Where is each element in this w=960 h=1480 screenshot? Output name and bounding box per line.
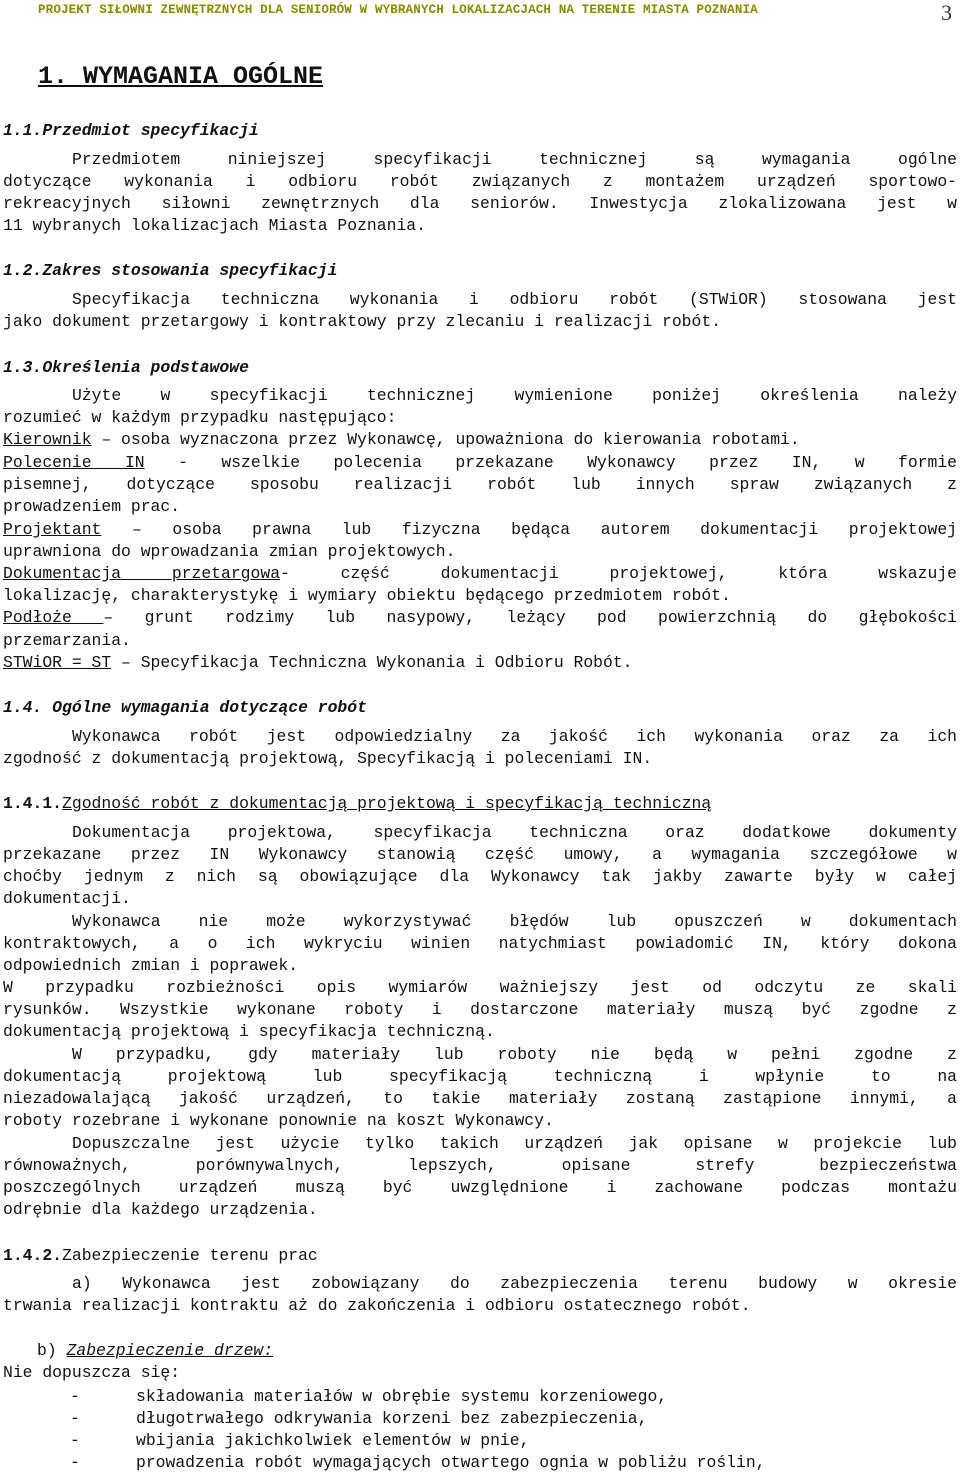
paragraph-line: jako dokument przetargowy i kontraktowy przy zlecaniu i realizacji robót. bbox=[3, 312, 722, 331]
paragraph-line: roboty rozebrane i wykonane ponownie na koszt Wykonawcy. bbox=[3, 1111, 554, 1130]
paragraph-line: rozumieć w każdym przypadku następująco: bbox=[3, 408, 397, 427]
subsection-number: 1.4.1. bbox=[3, 794, 63, 813]
item-b-prefix: b) bbox=[37, 1341, 67, 1360]
paragraph-line: a) Wykonawca jest zobowiązany do zabezpieczenia terenu budowy w okresie bbox=[72, 1274, 957, 1293]
paragraph-line: Wykonawca nie może wykorzystywać błędów lub opuszczeń w dokumentach bbox=[72, 912, 957, 931]
document-header-title: PROJEKT SIŁOWNI ZEWNĘTRZNYCH DLA SENIORÓW W WYBRANYCH LOKALIZACJACH NA TERENIE MIASTA POZNANIA bbox=[38, 3, 758, 17]
list-item-text: składowania materiałów w obrębie systemu korzeniowego, bbox=[136, 1387, 668, 1406]
definition-polecenie-in bbox=[3, 452, 957, 474]
page-number: 3 bbox=[941, 0, 952, 25]
definition-text: - wszelkie polecenia przekazane Wykonawcy przez IN, w formie bbox=[144, 453, 957, 472]
paragraph-line: lokalizację, charakterystykę i wymiary obiektu będącego przedmiotem robót. bbox=[3, 586, 731, 605]
page-header bbox=[0, 0, 960, 26]
definition-term: Podłoże bbox=[3, 608, 104, 627]
section-heading-1-3: 1.3.Określenia podstawowe bbox=[3, 358, 249, 377]
list-item-text: wbijania jakichkolwiek elementów w pnie, bbox=[136, 1431, 530, 1450]
paragraph-line: dokumentacją projektową lub specyfikacją techniczną i wpłynie to na bbox=[3, 1067, 957, 1086]
definition-text: – grunt rodzimy lub nasypowy, leżący pod powierzchnią do głębokości bbox=[103, 608, 957, 627]
definition-text: – Specyfikacja Techniczna Wykonania i Odbioru Robót. bbox=[111, 653, 633, 672]
paragraph-line: kontraktowych, a o ich wykryciu winien natychmiast powiadomić IN, który dokona bbox=[3, 934, 957, 953]
paragraph-line: równoważnych, porównywalnych, lepszych, opisane strefy bezpieczeństwa bbox=[3, 1156, 957, 1175]
definition-term: Kierownik bbox=[3, 430, 92, 449]
paragraph-line: Przedmiotem niniejszej specyfikacji technicznej są wymagania ogólne bbox=[72, 150, 957, 169]
list-item bbox=[3, 1430, 960, 1452]
bullet: - bbox=[70, 1453, 80, 1472]
subsection-heading-1-4-2 bbox=[3, 1245, 957, 1267]
paragraph-line: 11 wybranych lokalizacjach Miasta Poznania. bbox=[3, 216, 426, 235]
bullet: - bbox=[70, 1387, 80, 1406]
subsection-number: 1.4.2. bbox=[3, 1246, 63, 1265]
definition-projektant bbox=[3, 519, 957, 541]
subsection-heading-1-4-1 bbox=[3, 793, 957, 815]
list-item bbox=[3, 1452, 960, 1474]
paragraph-line: uprawniona do wprowadzania zmian projektowych. bbox=[3, 542, 456, 561]
list-item-text: długotrwałego odkrywania korzeni bez zabezpieczenia, bbox=[136, 1409, 648, 1428]
paragraph-line: niezadowalającą jakość urządzeń, to takie materiały zostaną zastąpione innymi, a bbox=[3, 1089, 957, 1108]
item-b-title: Zabezpieczenie drzew: bbox=[66, 1341, 274, 1360]
paragraph-line: Użyte w specyfikacji technicznej wymienione poniżej określenia należy bbox=[72, 386, 957, 405]
paragraph-line: odrębnie dla każdego urządzenia. bbox=[3, 1200, 318, 1219]
paragraph-line: dokumentacji. bbox=[3, 889, 131, 908]
paragraph-line: Dokumentacja projektowa, specyfikacja techniczna oraz dodatkowe dokumenty bbox=[72, 823, 957, 842]
definition-text: – osoba wyznaczona przez Wykonawcę, upoważniona do kierowania robotami. bbox=[91, 430, 800, 449]
paragraph-line: choćby jednym z nich są obowiązujące dla Wykonawcy tak jakby zawarte były w całej bbox=[3, 867, 957, 886]
paragraph-line: rekreacyjnych siłowni zewnętrznych dla seniorów. Inwestycja zlokalizowana jest w bbox=[3, 194, 957, 213]
bullet: - bbox=[70, 1431, 80, 1450]
paragraph-line: Dopuszczalne jest użycie tylko takich urządzeń jak opisane w projekcie lub bbox=[72, 1134, 957, 1153]
paragraph-line: prowadzeniem prac. bbox=[3, 497, 181, 516]
section-heading-1-2: 1.2.Zakres stosowania specyfikacji bbox=[3, 261, 338, 280]
paragraph-line: dokumentacją projektową i specyfikacja techniczną. bbox=[3, 1022, 495, 1041]
definition-term: Polecenie IN bbox=[3, 453, 145, 472]
section-heading-1-1: 1.1.Przedmiot specyfikacji bbox=[3, 121, 259, 140]
paragraph-line: odpowiednich zmian i poprawek. bbox=[3, 956, 299, 975]
paragraph-line: przemarzania. bbox=[3, 631, 131, 650]
paragraph-line: zgodność z dokumentacją projektową, Specyfikacją i poleceniami IN. bbox=[3, 749, 653, 768]
paragraph-line: rysunków. Wszystkie wykonane roboty i dostarczone materiały muszą być zgodne z bbox=[3, 1000, 957, 1019]
section-heading-1-4: 1.4. Ogólne wymagania dotyczące robót bbox=[3, 698, 367, 717]
definition-term: Projektant bbox=[3, 520, 102, 539]
chapter-heading: 1. WYMAGANIA OGÓLNE bbox=[38, 62, 324, 91]
paragraph-line: Nie dopuszcza się: bbox=[3, 1363, 181, 1382]
subsection-title: Zabezpieczenie terenu prac bbox=[62, 1246, 318, 1265]
item-b-heading bbox=[3, 1340, 960, 1362]
list-item-text: prowadzenia robót wymagających otwartego ognia w pobliżu roślin, bbox=[136, 1453, 766, 1472]
bullet: - bbox=[70, 1409, 80, 1428]
definition-term: STWiOR = ST bbox=[3, 653, 112, 672]
list-item bbox=[3, 1386, 960, 1408]
definition-stwior bbox=[3, 652, 957, 674]
definition-dokumentacja-przetargowa bbox=[3, 563, 957, 585]
paragraph-line: pisemnej, dotyczące sposobu realizacji robót lub innych spraw związanych z bbox=[3, 475, 957, 494]
definition-text: – osoba prawna lub fizyczna będąca autorem dokumentacji projektowej bbox=[101, 520, 957, 539]
paragraph-line: przekazane przez IN Wykonawcy stanowią część umowy, a wymagania szczegółowe w bbox=[3, 845, 957, 864]
paragraph-line: trwania realizacji kontraktu aż do zakończenia i odbioru ostatecznego robót. bbox=[3, 1296, 751, 1315]
paragraph-line: poszczególnych urządzeń muszą być uwzględnione i zachowane podczas montażu bbox=[3, 1178, 957, 1197]
subsection-title: Zgodność robót z dokumentacją projektową i specyfikacją techniczną bbox=[62, 794, 712, 813]
definition-text: - część dokumentacji projektowej, która wskazuje bbox=[280, 564, 957, 583]
paragraph-line: W przypadku rozbieżności opis wymiarów ważniejszy jest od odczytu ze skali bbox=[3, 978, 957, 997]
definition-kierownik bbox=[3, 429, 957, 451]
definition-term: Dokumentacja przetargowa bbox=[3, 564, 281, 583]
paragraph-line: dotyczące wykonania i odbioru robót związanych z montażem urządzeń sportowo- bbox=[3, 172, 957, 191]
paragraph-line: W przypadku, gdy materiały lub roboty nie będą w pełni zgodne z bbox=[72, 1045, 957, 1064]
list-item bbox=[3, 1408, 960, 1430]
paragraph-line: Wykonawca robót jest odpowiedzialny za jakość ich wykonania oraz za ich bbox=[72, 727, 957, 746]
definition-podloze bbox=[3, 607, 957, 629]
paragraph-line: Specyfikacja techniczna wykonania i odbioru robót (STWiOR) stosowana jest bbox=[72, 290, 957, 309]
